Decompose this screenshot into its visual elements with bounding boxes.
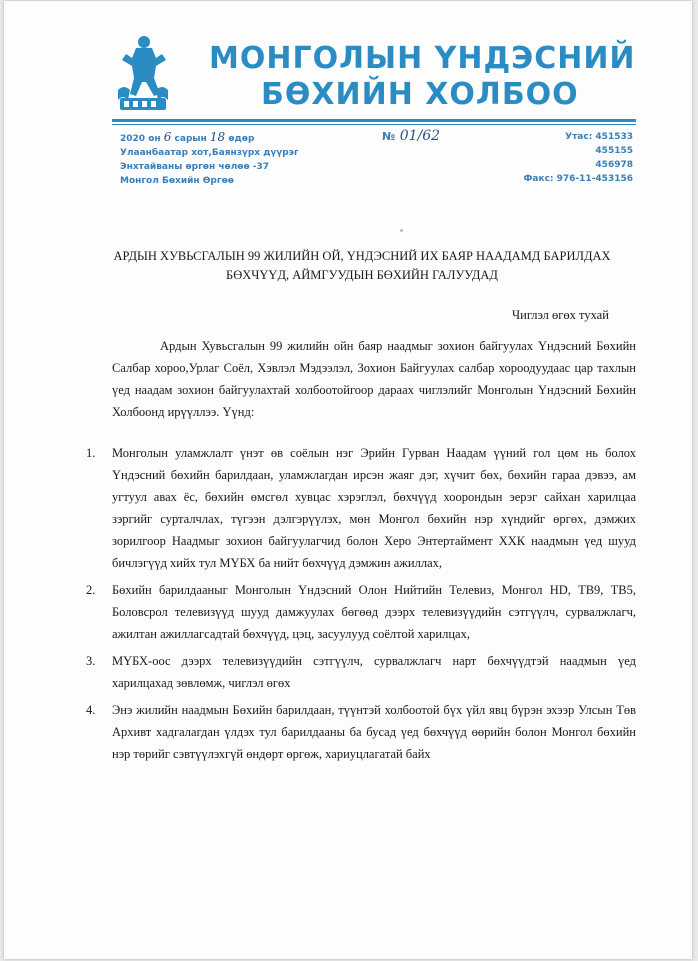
header-rule-thin [112,124,636,125]
date-month-handwritten: 6 [163,130,172,144]
fax: Факс: 976-11-453156 [523,174,633,184]
subject-line: Чиглэл өгөх тухай [512,308,609,322]
intro-paragraph: Ардын Хувьсгалын 99 жилийн ойн баяр наадмыг зохион байгуулах Үндэсний Бөхийн Салбар хороо,Урлаг Соёл, Хэвлэл Мэдээлэл, Зохион Байгуулах салбар хороодуудаас цар тахлын үед наадам зохион байгуулахтай холбоотойгоор дараах чиглэлийг Монголын Үндэсний Бөхийн Холбоонд ирүүллээ. Үүнд: [112,339,636,419]
header-rule [112,119,636,122]
address-line3: Монгол Бөхийн Өргөө [120,176,234,186]
org-name [209,41,636,113]
addressee-heading: АРДЫН ХУВЬСГАЛЫН 99 ЖИЛИЙН ОЙ, ҮНДЭСНИЙ ИХ БАЯР НААДАМД БАРИЛДАХ БӨХЧҮҮД, АЙМГУУДЫН БӨХИЙН ГАЛУУДАД [113,249,611,282]
list-item [86,442,636,574]
address-block [120,130,299,188]
list-item-text: Энэ жилийн наадмын Бөхийн барилдаан, түүнтэй холбоотой бүх үйл явц бүрэн эхээр Улсын Төв Архивт хадгалагдан үлдэх тул барилдааны ба бусад үед бөхчүүд өөрийн болон Монгол бөхийн нэр төрийг сэвтүүлэхгүй өндөрт өргөж, хариуцлагатай байх [112,703,636,761]
list-item-number: 4. [86,703,96,717]
list-item-text: Бөхийн барилдааныг Монголын Үндэсний Олон Нийтийн Телевиз, Монгол HD, ТВ9, ТВ5, Боловсрол телевизүүд шууд дамжуулах бөгөөд дээрх телевизүүдийн сэтгүүлч, сурвалжлагч, ажилтан ажиллагсадтай бөхчүүд, цэц, засуулууд соёлтой харилцах, [112,583,636,641]
address-line1: Улаанбаатар хот,Баянзүрх дүүрэг [120,148,299,158]
org-name-line2: БӨХИЙН ХОЛБОО [261,77,579,112]
date-year-suffix: он [148,134,161,144]
date-day-suffix: өдөр [228,134,255,144]
date-day-handwritten: 18 [209,130,226,144]
date-year: 2020 [120,134,146,144]
scan-smudge [400,229,403,232]
contacts-block [523,130,633,186]
address-line2: Энхтайваны өргөн чөлөө -37 [120,162,270,172]
list-item-number: 1. [86,446,96,460]
phone-3: 456978 [595,160,633,170]
wrestler-emblem-icon [114,34,172,114]
date-month-suffix: сарын [174,134,207,144]
list-item [86,579,636,645]
directive-list [86,442,636,770]
letter-number [382,128,440,144]
number-label: № [382,130,396,143]
list-item-text: МҮБХ-оос дээрх телевизүүдийн сэтгүүлч, сурвалжлагч нарт бөхчүүдтэй наадмын үед харилцахад зөвлөмж, чиглэл өгөх [112,654,636,690]
list-item-number: 3. [86,654,96,668]
list-item [86,650,636,694]
list-item [86,699,636,765]
number-handwritten: 01/62 [399,128,441,144]
org-name-line1: МОНГОЛЫН ҮНДЭСНИЙ [209,41,636,76]
list-item-number: 2. [86,583,96,597]
letter-page [4,1,692,959]
phone-2: 455155 [595,146,633,156]
list-item-text: Монголын уламжлалт үнэт өв соёлын нэг Эрийн Гурван Наадам үүний гол цөм нь болох Үндэсний бөхийн барилдаан, уламжлагдан ирсэн жаяг дэг, хүчит бөх, бөхийн гараа дэвээ, ам угтуул авах ёс, бөхийн өмсгөл хувцас хэрэглэл, бөхчүүд хоорондын эерэг сайхан харилцаа зэргийг сурталчлах, түгээн дэлгэрүүлэх, мөн Монгол бөхийн нэр хүндийг өргөх, дэмжих зорилгоор Наадмыг зохион байгуулагчид болон Херо Энтертаймент ХХК наадмын үед шууд бичлэгүүд хийх тул МҮБХ ба нийт бөхчүүд дэмжин ажиллах, [112,446,636,570]
date-line [120,130,299,146]
phone-1: Утас: 451533 [565,132,633,142]
